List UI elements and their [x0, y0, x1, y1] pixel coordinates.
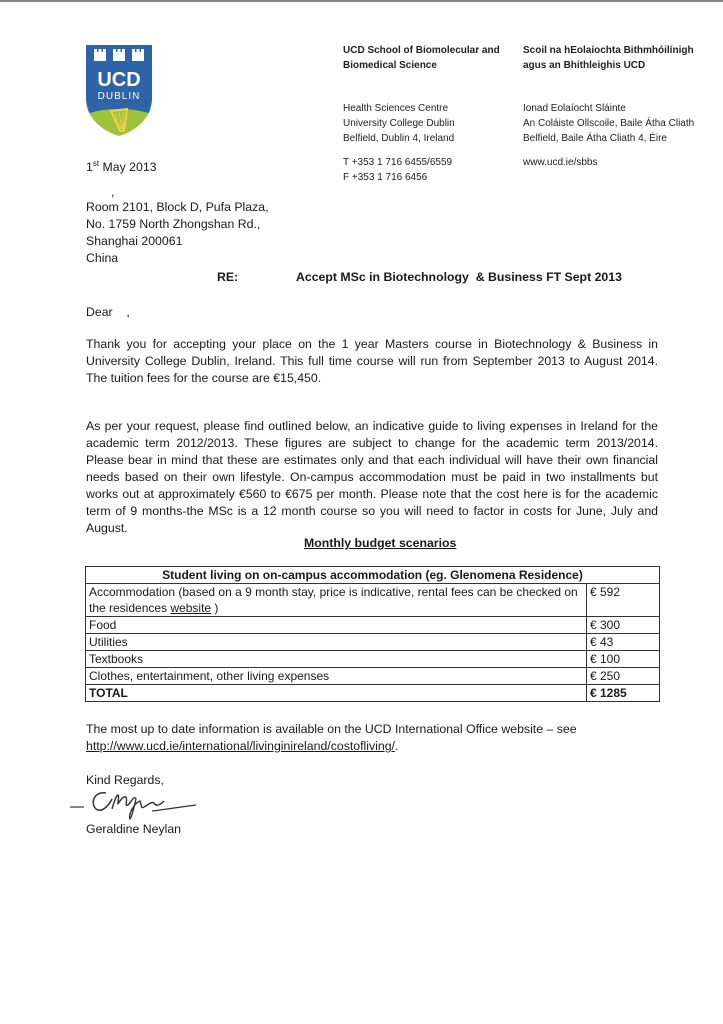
logo-dublin-text: DUBLIN — [97, 91, 141, 102]
address-english — [343, 101, 455, 146]
dept-name-irish-line1: Scoil na hEolaíochta Bithmhóilínigh — [523, 45, 694, 56]
letter-date: 1st May 2013 — [86, 159, 157, 175]
scan-top-edge — [0, 0, 723, 2]
signature — [68, 785, 198, 825]
residences-website-link[interactable]: website — [170, 601, 212, 615]
paragraph-living-expenses-text: As per your request, please find outlined below, an indicative guide to living expenses in Ireland for the academic term 2012/2013. These figures are subject to change for the academic term 2013/2014. Please bear in mind that these are estimates only and that each individual will have their own financial needs based on their own lifestyle. On-campus accommodation must be paid in two installments but works out at approximately €560 to €675 per month. Please note that the cost here is for the academic term of 9 months-the MSc is a 12 month course so you will need to factor in costs for June, July and August. — [86, 419, 658, 535]
address-line3: Belfield, Dublin 4, Ireland — [343, 133, 455, 144]
re-label: RE: — [217, 270, 239, 284]
recipient-address-line4: China — [86, 251, 119, 265]
dept-name-irish-line2: agus an Bhithleighis UCD — [523, 60, 646, 71]
dept-name-line2: Biomedical Science — [343, 60, 437, 71]
closing-info-text: The most up to date information is available on the UCD International Office website – see — [86, 722, 577, 736]
table-row — [86, 584, 660, 617]
table-row — [86, 617, 660, 634]
website-text: www.ucd.ie/sbbs — [523, 157, 598, 168]
utilities-amount: € 43 — [587, 634, 660, 651]
total-label: TOTAL — [86, 685, 587, 702]
header-irish — [523, 43, 694, 73]
table-row — [86, 651, 660, 668]
web-address — [523, 155, 597, 170]
textbooks-label: Textbooks — [86, 651, 587, 668]
re-subject: Accept MSc in Biotechnology & Business FT Sept 2013 — [296, 270, 622, 284]
recipient-name: , — [111, 185, 115, 199]
kind-regards: Kind Regards, — [86, 773, 164, 787]
address-line2: University College Dublin — [343, 118, 455, 129]
address-irish-line3: Belfield, Baile Átha Cliath 4, Éire — [523, 133, 667, 144]
table-row — [86, 567, 660, 584]
signer-name: Geraldine Neylan — [86, 822, 182, 836]
accommodation-amount: € 592 — [587, 584, 660, 617]
ucd-logo — [84, 43, 154, 138]
table-row — [86, 634, 660, 651]
food-amount: € 300 — [587, 617, 660, 634]
budget-heading: Monthly budget scenarios — [304, 536, 457, 550]
international-office-link[interactable]: http://www.ucd.ie/international/livinginireland/costofliving/ — [86, 739, 395, 753]
address-irish — [523, 101, 694, 146]
handwritten-signature-icon — [68, 785, 198, 825]
recipient-address-line1: Room 2101, Block D, Pufa Plaza, — [86, 200, 269, 214]
address-irish-line2: An Coláiste Ollscoile, Baile Átha Cliath — [523, 118, 695, 129]
header-english — [343, 43, 500, 73]
budget-table — [85, 566, 660, 702]
clothes-label: Clothes, entertainment, other living expenses — [86, 668, 587, 685]
recipient-address-line2: No. 1759 North Zhongshan Rd., — [86, 217, 261, 231]
textbooks-amount: € 100 — [587, 651, 660, 668]
logo-ucd-text: UCD — [97, 69, 141, 91]
address-irish-line1: Ionad Eolaíocht Sláinte — [523, 103, 626, 114]
closing-info: The most up to date information is available on the UCD International Office website – see http://www.ucd.ie/international/livinginireland/costofliving/. — [86, 721, 666, 755]
contact-numbers — [343, 155, 452, 185]
address-line1: Health Sciences Centre — [343, 103, 449, 114]
fax: F +353 1 716 6456 — [343, 172, 428, 183]
clothes-amount: € 250 — [587, 668, 660, 685]
total-amount: € 1285 — [587, 685, 660, 702]
table-title: Student living on on-campus accommodation (eg. Glenomena Residence) — [86, 567, 660, 584]
recipient-block — [86, 185, 269, 267]
recipient-address-line3: Shanghai 200061 — [86, 234, 183, 248]
accommodation-label: Accommodation (based on a 9 month stay, price is indicative, rental fees can be checked on the residences website ) — [86, 584, 587, 617]
ucd-crest-icon — [84, 43, 154, 138]
salutation: Dear , — [86, 305, 130, 319]
food-label: Food — [86, 617, 587, 634]
table-row — [86, 685, 660, 702]
table-row — [86, 668, 660, 685]
paragraph-living-expenses — [86, 418, 658, 537]
paragraph-tuition-text: Thank you for accepting your place on the 1 year Masters course in Biotechnology & Business in University College Dublin, Ireland. This full time course will run from September 2013 to August 2014. The tuition fees for the course are €15,450. — [86, 337, 658, 385]
telephone: T +353 1 716 6455/6559 — [343, 157, 453, 168]
utilities-label: Utilities — [86, 634, 587, 651]
dept-name-line1: UCD School of Biomolecular and — [343, 45, 500, 56]
paragraph-tuition — [86, 336, 658, 387]
